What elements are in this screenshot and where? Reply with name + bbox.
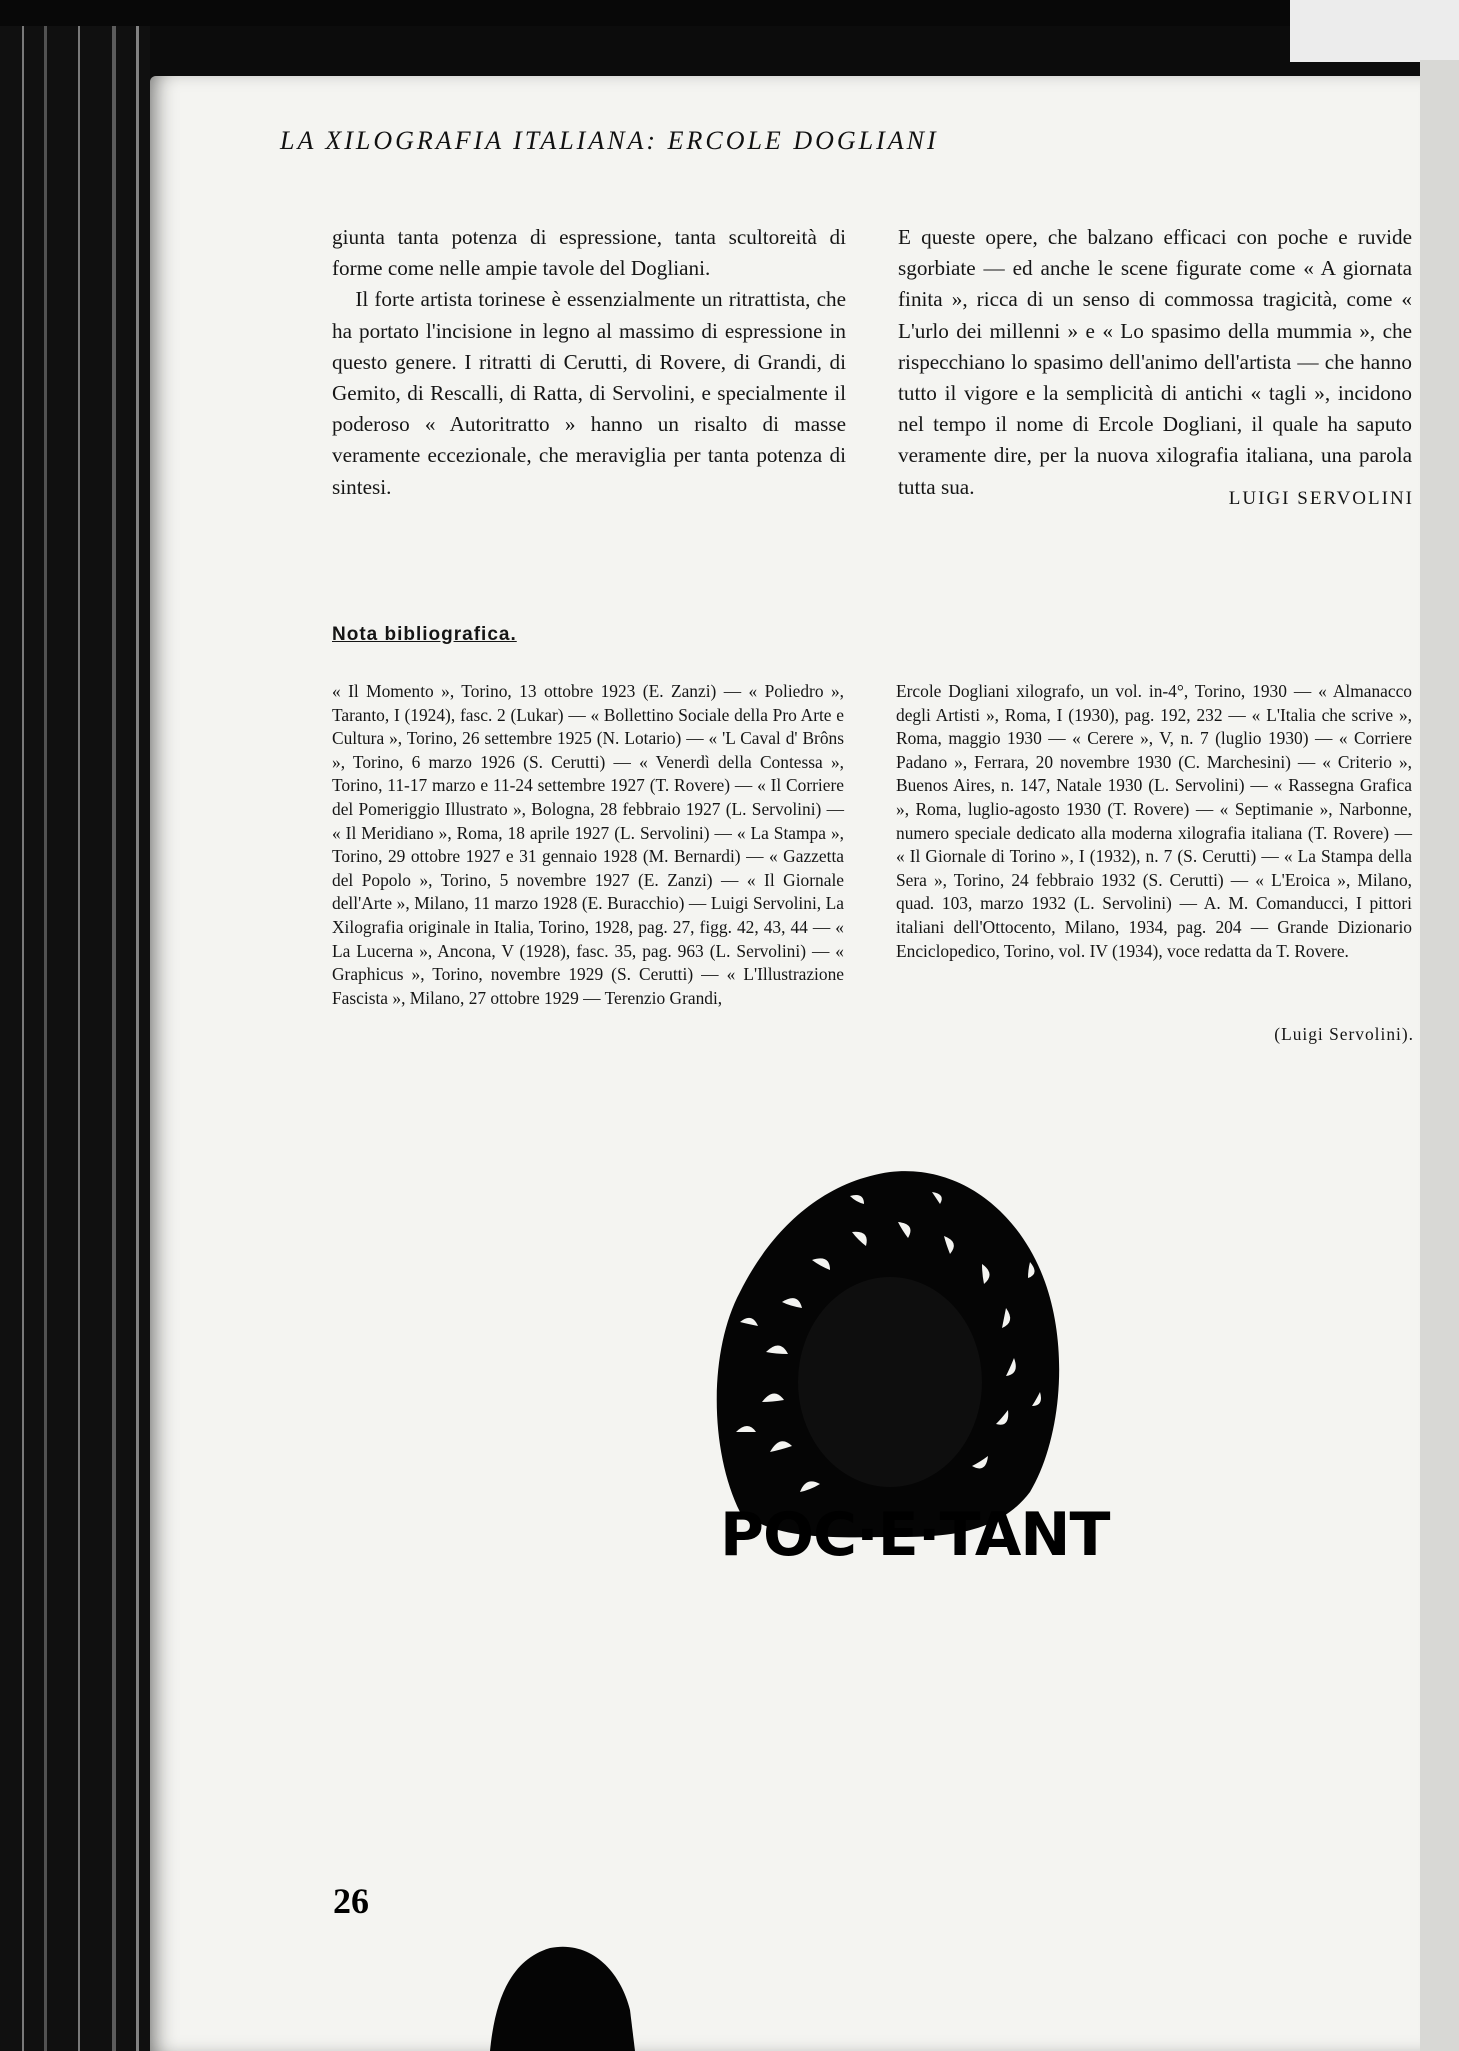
- article-right-column: [898, 222, 1412, 503]
- bibliography-signature: (Luigi Servolini).: [1274, 1024, 1414, 1044]
- woodcut-caption: POC·E·TANT: [720, 1500, 1110, 1570]
- scan-top-border: [0, 0, 1459, 26]
- article-paragraph: Il forte artista torinese è essenzialmente un ritrattista, che ha portato l'incisione in legno al massimo di espressione in questo genere. I ritratti di Cerutti, di Rovere, di Grandi, di Gemito, di Rescalli, di Ratta, di Servolini, e specialmente il poderoso « Autoritratto » hanno un risalto di masse veramente eccezionale, che meraviglia per tanta potenza di sintesi.: [332, 287, 846, 499]
- article-paragraph: giunta tanta potenza di espressione, tanta scultoreità di forme come nelle ampie tavole del Dogliani.: [332, 225, 846, 281]
- article-paragraph: E queste opere, che balzano efficaci con poche e ruvide sgorbiate — ed anche le scene figurate come « A giornata finita », ricca di un senso di commossa tragicità, come « L'urlo dei millenni » e « Lo spasimo della mummia », che rispecchiano lo spasimo dell'animo dell'artista — che hanno tutto il vigore e la semplicità di antichi « tagli », incidono nel tempo il nome di Ercole Dogliani, il quale ha saputo veramente dire, per la nuova xilografia italiana, una parola tutta sua.: [898, 225, 1412, 499]
- scan-corner: [1290, 0, 1459, 62]
- bibliography-left-column: [332, 680, 844, 1010]
- binding-streak: [78, 26, 80, 2051]
- binding-streak: [22, 26, 24, 2051]
- binding-streak: [136, 26, 139, 2051]
- bibliography-text: Ercole Dogliani xilografo, un vol. in-4°, Torino, 1930 — « Almanacco degli Artisti », Roma, I (1930), pag. 192, 232 — « L'Italia che scrive », Roma, maggio 1930 — « Cerere », V, n. 7 (luglio 1930) — « Corriere Padano », Ferrara, 20 novembre 1930 (C. Marchesini) — « Criterio », Buenos Aires, n. 147, Natale 1930 (L. Servolini) — « Rassegna Grafica », Roma, luglio-agosto 1930 (T. Rovere) — « Septimanie », Narbonne, numero speciale dedicato alla moderna xilografia italiana (T. Rovere) — « Il Giornale di Torino », I (1932), n. 7 (S. Cerutti) — « La Stampa della Sera », Torino, 24 febbraio 1932 (S. Cerutti) — « L'Eroica », Milano, quad. 103, marzo 1932 (L. Servolini) — A. M. Comanducci, I pittori italiani dell'Ottocento, Milano, 1934, pag. 204 — Grande Dizionario Enciclopedico, Torino, vol. IV (1934), voce redatta da T. Rovere.: [896, 681, 1412, 961]
- binding-streak: [44, 26, 47, 2051]
- binding-streak: [112, 26, 116, 2051]
- article-signature: LUIGI SERVOLINI: [1228, 488, 1414, 509]
- bibliography-heading: Nota bibliografica.: [332, 624, 517, 645]
- page-number: 26: [333, 1881, 369, 1921]
- bibliography-right-column: [896, 680, 1412, 963]
- bibliography-text: « Il Momento », Torino, 13 ottobre 1923 (E. Zanzi) — « Poliedro », Taranto, I (1924), fasc. 2 (Lukar) — « Bollettino Sociale della Pro Arte e Cultura », Torino, 26 settembre 1925 (N. Lotario) — « 'L Caval d' Brôns », Torino, 6 marzo 1926 (S. Cerutti) — « Venerdì della Contessa », Torino, 11-17 marzo e 11-24 settembre 1927 (T. Rovere) — « Il Corriere del Pomeriggio Illustrato », Bologna, 28 febbraio 1927 (L. Servolini) — « Il Meridiano », Roma, 18 aprile 1927 (L. Servolini) — « La Stampa », Torino, 29 ottobre 1927 e 31 gennaio 1928 (M. Bernardi) — « Gazzetta del Popolo », Torino, 5 novembre 1927 (E. Zanzi) — « Il Giornale dell'Arte », Milano, 11 marzo 1928 (E. Buracchio) — Luigi Servolini, La Xilografia originale in Italia, Torino, 1928, pag. 27, figg. 42, 43, 44 — « La Lucerna », Ancona, V (1928), fasc. 35, pag. 963 (L. Servolini) — « Graphicus », Torino, novembre 1929 (S. Cerutti) — « L'Illustrazione Fascista », Milano, 27 ottobre 1929 — Terenzio Grandi,: [332, 681, 844, 1008]
- article-left-column: [332, 222, 846, 503]
- running-title: LA XILOGRAFIA ITALIANA: ERCOLE DOGLIANI: [280, 126, 939, 155]
- page-right-edge: [1420, 60, 1459, 2051]
- scanner-thumb-shadow: [470, 1930, 640, 2051]
